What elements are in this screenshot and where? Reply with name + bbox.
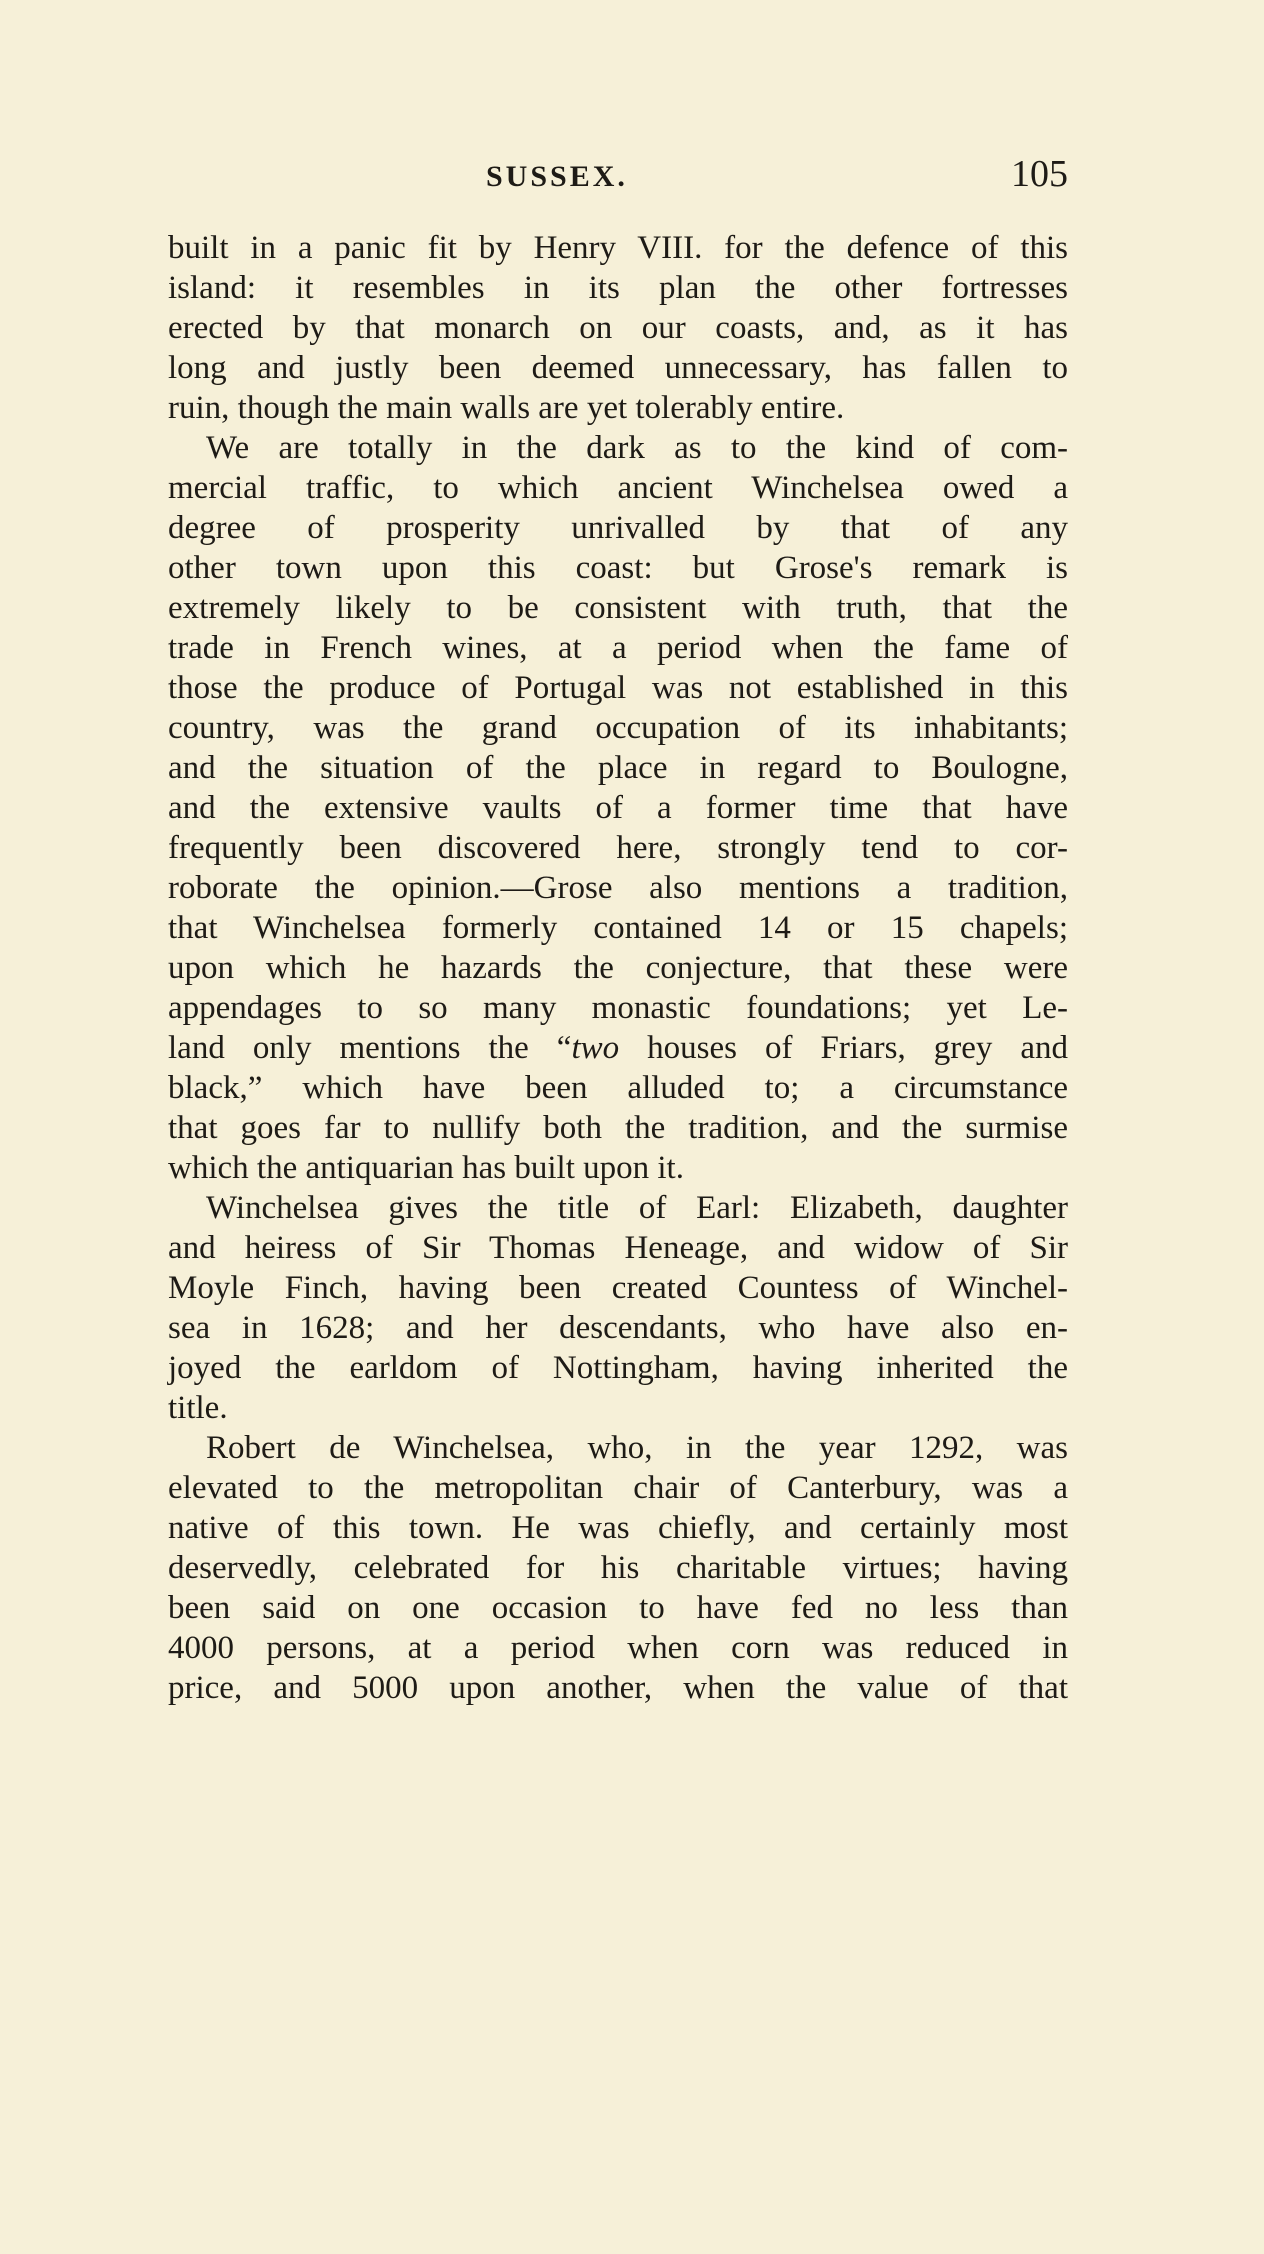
text-line: native of this town. He was chiefly, and certainly most — [168, 1510, 1068, 1546]
text-line: island: it resembles in its plan the other fortresses — [168, 270, 1068, 306]
text-line: ruin, though the main walls are yet tolerably entire. — [168, 390, 845, 426]
text-line: Moyle Finch, having been created Countess of Winchel- — [168, 1270, 1068, 1306]
text-line: trade in French wines, at a period when the fame of — [168, 630, 1068, 666]
body-text — [168, 228, 1068, 1708]
text-line: title. — [168, 1390, 228, 1426]
text-line — [168, 1028, 1068, 1068]
text-line: frequently been discovered here, strongly tend to cor- — [168, 830, 1068, 866]
running-head — [168, 150, 1068, 200]
section-title: SUSSEX. — [486, 160, 628, 193]
text-segment: land only mentions the “ — [168, 1030, 572, 1066]
text-line: which the antiquarian has built upon it. — [168, 1150, 684, 1186]
text-line: extremely likely to be consistent with truth, that the — [168, 590, 1068, 626]
text-line: joyed the earldom of Nottingham, having inherited the — [168, 1350, 1068, 1386]
text-line: been said on one occasion to have fed no less than — [168, 1590, 1068, 1626]
page-number: 105 — [1011, 153, 1068, 195]
text-line: long and justly been deemed unnecessary, has fallen to — [168, 350, 1068, 386]
text-line: built in a panic fit by Henry VIII. for the defence of this — [168, 230, 1068, 266]
text-line: degree of prosperity unrivalled by that of any — [168, 510, 1068, 546]
text-line: black,” which have been alluded to; a circumstance — [168, 1070, 1068, 1106]
text-line: 4000 persons, at a period when corn was reduced in — [168, 1630, 1068, 1666]
text-line: upon which he hazards the conjecture, that these were — [168, 950, 1068, 986]
italic-segment: two — [571, 1030, 620, 1066]
text-line: and the extensive vaults of a former time that have — [168, 790, 1068, 826]
text-line: and the situation of the place in regard to Boulogne, — [168, 750, 1068, 786]
text-line: deservedly, celebrated for his charitable virtues; having — [168, 1550, 1068, 1586]
text-line: Winchelsea gives the title of Earl: Elizabeth, daughter — [206, 1190, 1068, 1226]
text-line: and heiress of Sir Thomas Heneage, and widow of Sir — [168, 1230, 1068, 1266]
text-line: roborate the opinion.—Grose also mentions a tradition, — [168, 870, 1068, 906]
text-line: that Winchelsea formerly contained 14 or 15 chapels; — [168, 910, 1068, 946]
text-line: Robert de Winchelsea, who, in the year 1292, was — [206, 1430, 1068, 1466]
text-line: mercial traffic, to which ancient Winchelsea owed a — [168, 470, 1068, 506]
text-segment: houses of Friars, grey and — [619, 1030, 1068, 1066]
text-line: erected by that monarch on our coasts, and, as it has — [168, 310, 1068, 346]
text-line: those the produce of Portugal was not established in this — [168, 670, 1068, 706]
text-line: elevated to the metropolitan chair of Canterbury, was a — [168, 1470, 1068, 1506]
text-line: price, and 5000 upon another, when the value of that — [168, 1670, 1068, 1706]
text-line: sea in 1628; and her descendants, who have also en- — [168, 1310, 1068, 1346]
text-line: country, was the grand occupation of its inhabitants; — [168, 710, 1068, 746]
text-line: We are totally in the dark as to the kind of com- — [206, 430, 1068, 466]
text-line: appendages to so many monastic foundations; yet Le- — [168, 990, 1068, 1026]
text-line: other town upon this coast: but Grose's remark is — [168, 550, 1068, 586]
text-line: that goes far to nullify both the tradition, and the surmise — [168, 1110, 1068, 1146]
